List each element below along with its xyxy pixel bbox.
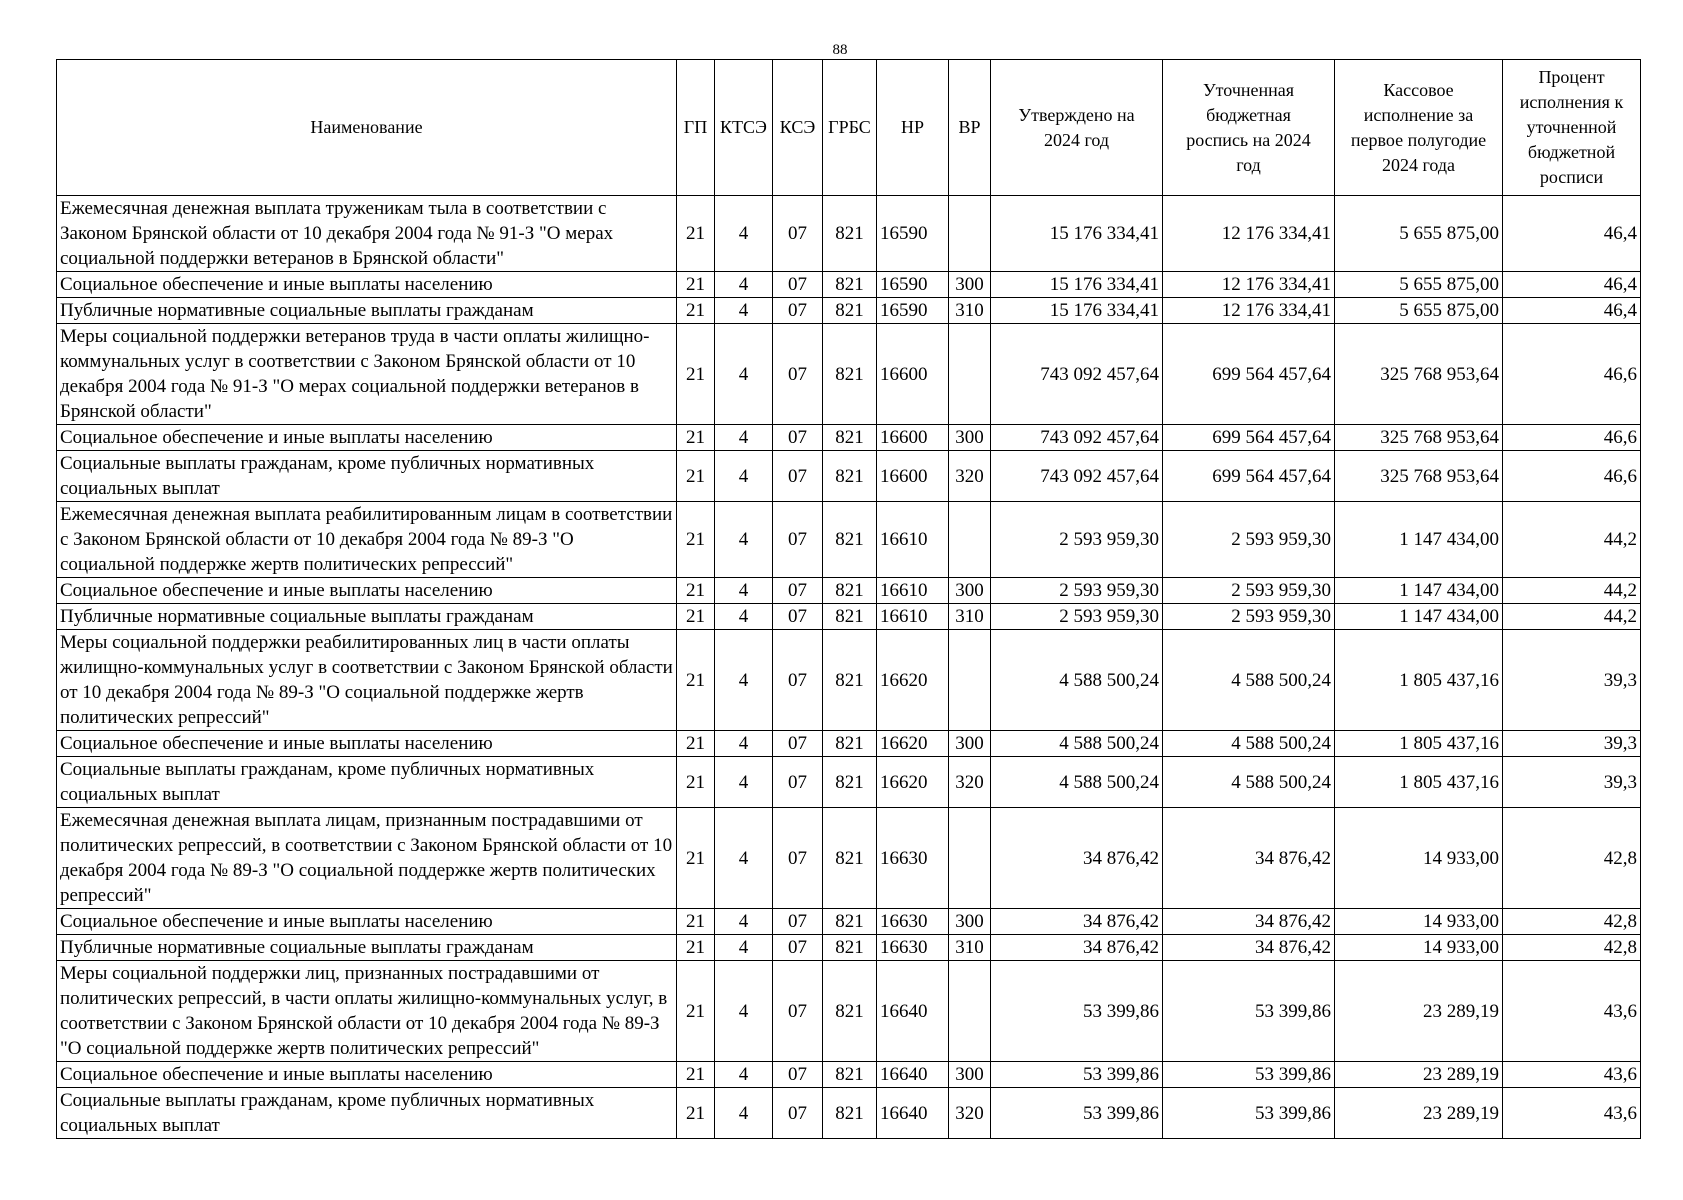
cell-nr: 16630 bbox=[877, 909, 949, 935]
cell-nr: 16590 bbox=[877, 196, 949, 272]
header-kse: КСЭ bbox=[773, 60, 823, 196]
cell-percent: 43,6 bbox=[1503, 961, 1641, 1062]
cell-vr bbox=[949, 502, 991, 578]
header-vr: ВР bbox=[949, 60, 991, 196]
cell-name: Социальное обеспечение и иные выплаты населению bbox=[57, 909, 677, 935]
cell-vr: 310 bbox=[949, 604, 991, 630]
cell-ktse: 4 bbox=[715, 451, 773, 502]
cell-name: Ежемесячная денежная выплата труженикам тыла в соответствии с Законом Брянской области от 10 декабря 2004 года № 91-З "О мерах социальной поддержки ветеранов в Брянской области" bbox=[57, 196, 677, 272]
header-cash: Кассовое исполнение за первое полугодие 2024 года bbox=[1335, 60, 1503, 196]
cell-name: Социальное обеспечение и иные выплаты населению bbox=[57, 1062, 677, 1088]
cell-percent: 46,6 bbox=[1503, 324, 1641, 425]
cell-kse: 07 bbox=[773, 757, 823, 808]
cell-name: Публичные нормативные социальные выплаты гражданам bbox=[57, 298, 677, 324]
cell-vr: 300 bbox=[949, 909, 991, 935]
table-row bbox=[57, 961, 1641, 1062]
cell-kse: 07 bbox=[773, 298, 823, 324]
cell-name: Социальные выплаты гражданам, кроме публичных нормативных социальных выплат bbox=[57, 1088, 677, 1139]
cell-grbs: 821 bbox=[823, 324, 877, 425]
cell-refined: 2 593 959,30 bbox=[1163, 578, 1335, 604]
table-row bbox=[57, 425, 1641, 451]
table-body bbox=[57, 196, 1641, 1139]
cell-name: Социальные выплаты гражданам, кроме публичных нормативных социальных выплат bbox=[57, 451, 677, 502]
table-row bbox=[57, 196, 1641, 272]
cell-gp: 21 bbox=[677, 630, 715, 731]
cell-percent: 46,4 bbox=[1503, 298, 1641, 324]
cell-percent: 46,4 bbox=[1503, 196, 1641, 272]
cell-cash: 23 289,19 bbox=[1335, 1088, 1503, 1139]
cell-grbs: 821 bbox=[823, 630, 877, 731]
cell-grbs: 821 bbox=[823, 731, 877, 757]
cell-name: Социальное обеспечение и иные выплаты населению bbox=[57, 272, 677, 298]
cell-ktse: 4 bbox=[715, 196, 773, 272]
cell-gp: 21 bbox=[677, 1062, 715, 1088]
cell-refined: 12 176 334,41 bbox=[1163, 272, 1335, 298]
cell-approved: 4 588 500,24 bbox=[991, 731, 1163, 757]
cell-refined: 53 399,86 bbox=[1163, 1062, 1335, 1088]
cell-grbs: 821 bbox=[823, 425, 877, 451]
header-name: Наименование bbox=[57, 60, 677, 196]
cell-nr: 16630 bbox=[877, 808, 949, 909]
cell-refined: 34 876,42 bbox=[1163, 808, 1335, 909]
cell-gp: 21 bbox=[677, 808, 715, 909]
cell-ktse: 4 bbox=[715, 425, 773, 451]
cell-kse: 07 bbox=[773, 909, 823, 935]
cell-ktse: 4 bbox=[715, 909, 773, 935]
cell-percent: 46,6 bbox=[1503, 425, 1641, 451]
cell-grbs: 821 bbox=[823, 961, 877, 1062]
table-row bbox=[57, 1088, 1641, 1139]
cell-vr bbox=[949, 961, 991, 1062]
cell-nr: 16610 bbox=[877, 578, 949, 604]
cell-gp: 21 bbox=[677, 909, 715, 935]
cell-approved: 15 176 334,41 bbox=[991, 196, 1163, 272]
cell-percent: 42,8 bbox=[1503, 909, 1641, 935]
cell-approved: 2 593 959,30 bbox=[991, 578, 1163, 604]
cell-name: Меры социальной поддержки лиц, признанных пострадавшими от политических репрессий, в части оплаты жилищно-коммунальных услуг, в соответствии с Законом Брянской области от 10 декабря 2004 года № 89-З "О социальной поддержке жертв политических репрессий" bbox=[57, 961, 677, 1062]
cell-cash: 14 933,00 bbox=[1335, 909, 1503, 935]
cell-gp: 21 bbox=[677, 502, 715, 578]
cell-cash: 1 805 437,16 bbox=[1335, 757, 1503, 808]
cell-kse: 07 bbox=[773, 324, 823, 425]
cell-ktse: 4 bbox=[715, 324, 773, 425]
cell-vr: 300 bbox=[949, 578, 991, 604]
cell-cash: 14 933,00 bbox=[1335, 808, 1503, 909]
cell-approved: 34 876,42 bbox=[991, 808, 1163, 909]
cell-vr: 300 bbox=[949, 425, 991, 451]
cell-approved: 2 593 959,30 bbox=[991, 502, 1163, 578]
cell-gp: 21 bbox=[677, 578, 715, 604]
cell-cash: 1 805 437,16 bbox=[1335, 630, 1503, 731]
cell-name: Социальные выплаты гражданам, кроме публичных нормативных социальных выплат bbox=[57, 757, 677, 808]
table-row bbox=[57, 272, 1641, 298]
cell-cash: 1 147 434,00 bbox=[1335, 604, 1503, 630]
cell-approved: 743 092 457,64 bbox=[991, 324, 1163, 425]
table-row bbox=[57, 731, 1641, 757]
cell-approved: 53 399,86 bbox=[991, 1062, 1163, 1088]
table-row bbox=[57, 1062, 1641, 1088]
cell-percent: 42,8 bbox=[1503, 935, 1641, 961]
cell-vr bbox=[949, 630, 991, 731]
table-row bbox=[57, 757, 1641, 808]
cell-cash: 325 768 953,64 bbox=[1335, 425, 1503, 451]
header-refined: Уточненная бюджетная роспись на 2024 год bbox=[1163, 60, 1335, 196]
cell-kse: 07 bbox=[773, 961, 823, 1062]
cell-refined: 53 399,86 bbox=[1163, 961, 1335, 1062]
cell-nr: 16610 bbox=[877, 502, 949, 578]
cell-approved: 15 176 334,41 bbox=[991, 272, 1163, 298]
cell-percent: 43,6 bbox=[1503, 1062, 1641, 1088]
cell-approved: 2 593 959,30 bbox=[991, 604, 1163, 630]
cell-grbs: 821 bbox=[823, 196, 877, 272]
cell-gp: 21 bbox=[677, 196, 715, 272]
cell-cash: 1 805 437,16 bbox=[1335, 731, 1503, 757]
cell-ktse: 4 bbox=[715, 272, 773, 298]
cell-ktse: 4 bbox=[715, 604, 773, 630]
cell-gp: 21 bbox=[677, 272, 715, 298]
cell-vr: 320 bbox=[949, 757, 991, 808]
cell-kse: 07 bbox=[773, 272, 823, 298]
cell-approved: 15 176 334,41 bbox=[991, 298, 1163, 324]
cell-kse: 07 bbox=[773, 731, 823, 757]
cell-name: Публичные нормативные социальные выплаты гражданам bbox=[57, 604, 677, 630]
cell-nr: 16620 bbox=[877, 630, 949, 731]
cell-percent: 44,2 bbox=[1503, 604, 1641, 630]
cell-kse: 07 bbox=[773, 502, 823, 578]
cell-ktse: 4 bbox=[715, 298, 773, 324]
table-row bbox=[57, 578, 1641, 604]
cell-refined: 4 588 500,24 bbox=[1163, 630, 1335, 731]
cell-gp: 21 bbox=[677, 425, 715, 451]
table-row bbox=[57, 298, 1641, 324]
cell-ktse: 4 bbox=[715, 1088, 773, 1139]
cell-name: Социальное обеспечение и иные выплаты населению bbox=[57, 578, 677, 604]
cell-gp: 21 bbox=[677, 451, 715, 502]
cell-percent: 44,2 bbox=[1503, 578, 1641, 604]
cell-refined: 4 588 500,24 bbox=[1163, 757, 1335, 808]
cell-name: Социальное обеспечение и иные выплаты населению bbox=[57, 425, 677, 451]
cell-kse: 07 bbox=[773, 196, 823, 272]
cell-kse: 07 bbox=[773, 630, 823, 731]
budget-table bbox=[56, 59, 1641, 1139]
cell-kse: 07 bbox=[773, 604, 823, 630]
cell-approved: 743 092 457,64 bbox=[991, 451, 1163, 502]
header-approved: Утверждено на 2024 год bbox=[991, 60, 1163, 196]
header-gp: ГП bbox=[677, 60, 715, 196]
cell-cash: 14 933,00 bbox=[1335, 935, 1503, 961]
cell-percent: 39,3 bbox=[1503, 757, 1641, 808]
cell-refined: 699 564 457,64 bbox=[1163, 324, 1335, 425]
table-row bbox=[57, 451, 1641, 502]
cell-ktse: 4 bbox=[715, 502, 773, 578]
table-row bbox=[57, 630, 1641, 731]
cell-refined: 12 176 334,41 bbox=[1163, 298, 1335, 324]
cell-gp: 21 bbox=[677, 604, 715, 630]
header-grbs: ГРБС bbox=[823, 60, 877, 196]
cell-grbs: 821 bbox=[823, 1062, 877, 1088]
cell-nr: 16640 bbox=[877, 1062, 949, 1088]
cell-cash: 23 289,19 bbox=[1335, 1062, 1503, 1088]
cell-kse: 07 bbox=[773, 808, 823, 909]
cell-vr: 300 bbox=[949, 731, 991, 757]
cell-vr: 320 bbox=[949, 1088, 991, 1139]
table-row bbox=[57, 935, 1641, 961]
cell-cash: 1 147 434,00 bbox=[1335, 578, 1503, 604]
cell-refined: 4 588 500,24 bbox=[1163, 731, 1335, 757]
cell-approved: 4 588 500,24 bbox=[991, 630, 1163, 731]
cell-vr bbox=[949, 324, 991, 425]
cell-vr: 300 bbox=[949, 272, 991, 298]
cell-nr: 16620 bbox=[877, 731, 949, 757]
table-row bbox=[57, 324, 1641, 425]
cell-refined: 2 593 959,30 bbox=[1163, 604, 1335, 630]
cell-cash: 5 655 875,00 bbox=[1335, 298, 1503, 324]
cell-grbs: 821 bbox=[823, 298, 877, 324]
cell-refined: 34 876,42 bbox=[1163, 935, 1335, 961]
cell-ktse: 4 bbox=[715, 630, 773, 731]
cell-nr: 16600 bbox=[877, 324, 949, 425]
cell-nr: 16640 bbox=[877, 961, 949, 1062]
cell-grbs: 821 bbox=[823, 909, 877, 935]
cell-grbs: 821 bbox=[823, 451, 877, 502]
cell-approved: 4 588 500,24 bbox=[991, 757, 1163, 808]
table-row bbox=[57, 604, 1641, 630]
cell-refined: 2 593 959,30 bbox=[1163, 502, 1335, 578]
cell-percent: 39,3 bbox=[1503, 731, 1641, 757]
table-header-row bbox=[57, 60, 1641, 196]
cell-grbs: 821 bbox=[823, 808, 877, 909]
cell-refined: 34 876,42 bbox=[1163, 909, 1335, 935]
cell-kse: 07 bbox=[773, 451, 823, 502]
header-ktse: КТСЭ bbox=[715, 60, 773, 196]
cell-approved: 53 399,86 bbox=[991, 961, 1163, 1062]
cell-name: Публичные нормативные социальные выплаты гражданам bbox=[57, 935, 677, 961]
cell-vr: 320 bbox=[949, 451, 991, 502]
cell-percent: 46,6 bbox=[1503, 451, 1641, 502]
cell-gp: 21 bbox=[677, 961, 715, 1062]
cell-percent: 46,4 bbox=[1503, 272, 1641, 298]
cell-kse: 07 bbox=[773, 1062, 823, 1088]
cell-percent: 43,6 bbox=[1503, 1088, 1641, 1139]
cell-percent: 42,8 bbox=[1503, 808, 1641, 909]
cell-kse: 07 bbox=[773, 1088, 823, 1139]
cell-grbs: 821 bbox=[823, 935, 877, 961]
cell-name: Социальное обеспечение и иные выплаты населению bbox=[57, 731, 677, 757]
cell-percent: 39,3 bbox=[1503, 630, 1641, 731]
header-percent: Процент исполнения к уточненной бюджетной росписи bbox=[1503, 60, 1641, 196]
cell-gp: 21 bbox=[677, 1088, 715, 1139]
cell-cash: 5 655 875,00 bbox=[1335, 196, 1503, 272]
cell-grbs: 821 bbox=[823, 757, 877, 808]
cell-gp: 21 bbox=[677, 298, 715, 324]
cell-kse: 07 bbox=[773, 425, 823, 451]
cell-cash: 1 147 434,00 bbox=[1335, 502, 1503, 578]
cell-vr: 300 bbox=[949, 1062, 991, 1088]
cell-approved: 34 876,42 bbox=[991, 909, 1163, 935]
cell-cash: 5 655 875,00 bbox=[1335, 272, 1503, 298]
cell-vr: 310 bbox=[949, 298, 991, 324]
cell-grbs: 821 bbox=[823, 578, 877, 604]
cell-nr: 16590 bbox=[877, 298, 949, 324]
cell-name: Ежемесячная денежная выплата реабилитированным лицам в соответствии с Законом Брянской области от 10 декабря 2004 года № 89-З "О социальной поддержке жертв политических репрессий" bbox=[57, 502, 677, 578]
cell-vr: 310 bbox=[949, 935, 991, 961]
cell-kse: 07 bbox=[773, 578, 823, 604]
cell-ktse: 4 bbox=[715, 1062, 773, 1088]
cell-grbs: 821 bbox=[823, 604, 877, 630]
page-number: 88 bbox=[832, 42, 848, 58]
cell-gp: 21 bbox=[677, 757, 715, 808]
cell-grbs: 821 bbox=[823, 272, 877, 298]
cell-name: Меры социальной поддержки ветеранов труда в части оплаты жилищно-коммунальных услуг в соответствии с Законом Брянской области от 10 декабря 2004 года № 91-З "О мерах социальной поддержки ветеранов в Брянской области" bbox=[57, 324, 677, 425]
cell-nr: 16640 bbox=[877, 1088, 949, 1139]
cell-ktse: 4 bbox=[715, 961, 773, 1062]
cell-nr: 16610 bbox=[877, 604, 949, 630]
table-row bbox=[57, 909, 1641, 935]
cell-refined: 699 564 457,64 bbox=[1163, 451, 1335, 502]
table-row bbox=[57, 502, 1641, 578]
cell-grbs: 821 bbox=[823, 1088, 877, 1139]
cell-approved: 34 876,42 bbox=[991, 935, 1163, 961]
cell-approved: 53 399,86 bbox=[991, 1088, 1163, 1139]
cell-nr: 16620 bbox=[877, 757, 949, 808]
cell-grbs: 821 bbox=[823, 502, 877, 578]
cell-ktse: 4 bbox=[715, 578, 773, 604]
cell-nr: 16600 bbox=[877, 451, 949, 502]
cell-cash: 325 768 953,64 bbox=[1335, 451, 1503, 502]
cell-refined: 53 399,86 bbox=[1163, 1088, 1335, 1139]
header-nr: НР bbox=[877, 60, 949, 196]
cell-refined: 12 176 334,41 bbox=[1163, 196, 1335, 272]
cell-cash: 23 289,19 bbox=[1335, 961, 1503, 1062]
cell-ktse: 4 bbox=[715, 731, 773, 757]
cell-vr bbox=[949, 808, 991, 909]
cell-vr bbox=[949, 196, 991, 272]
cell-gp: 21 bbox=[677, 731, 715, 757]
table-row bbox=[57, 808, 1641, 909]
cell-gp: 21 bbox=[677, 324, 715, 425]
cell-ktse: 4 bbox=[715, 808, 773, 909]
cell-approved: 743 092 457,64 bbox=[991, 425, 1163, 451]
cell-refined: 699 564 457,64 bbox=[1163, 425, 1335, 451]
cell-name: Меры социальной поддержки реабилитированных лиц в части оплаты жилищно-коммунальных услуг в соответствии с Законом Брянской области от 10 декабря 2004 года № 89-З "О социальной поддержке жертв политических репрессий" bbox=[57, 630, 677, 731]
cell-nr: 16600 bbox=[877, 425, 949, 451]
cell-percent: 44,2 bbox=[1503, 502, 1641, 578]
cell-name: Ежемесячная денежная выплата лицам, признанным пострадавшими от политических репрессий, в соответствии с Законом Брянской области от 10 декабря 2004 года № 89-З "О социальной поддержке жертв политических репрессий" bbox=[57, 808, 677, 909]
cell-nr: 16590 bbox=[877, 272, 949, 298]
cell-ktse: 4 bbox=[715, 935, 773, 961]
cell-cash: 325 768 953,64 bbox=[1335, 324, 1503, 425]
cell-ktse: 4 bbox=[715, 757, 773, 808]
cell-kse: 07 bbox=[773, 935, 823, 961]
cell-nr: 16630 bbox=[877, 935, 949, 961]
cell-gp: 21 bbox=[677, 935, 715, 961]
